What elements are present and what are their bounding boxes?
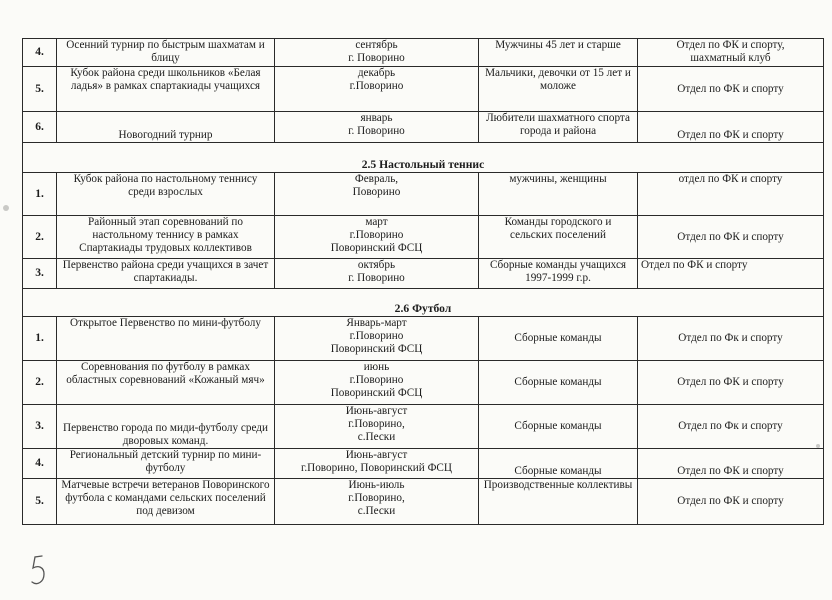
table-row [23, 173, 824, 216]
event-participants: Производственные коллективы [479, 479, 638, 525]
event-date-place: октябрь г. Поворино [275, 259, 479, 289]
event-date-place: Июнь-август г.Поворино, с.Пески [275, 405, 479, 449]
row-number: 3. [23, 259, 57, 289]
event-participants: Сборные команды [479, 361, 638, 405]
row-number: 5. [23, 479, 57, 525]
event-date-place: Январь-март г.Поворино Поворинский ФСЦ [275, 317, 479, 361]
event-name: Региональный детский турнир по мини-футболу [57, 449, 275, 479]
event-name: Кубок района по настольному теннису среди взрослых [57, 173, 275, 216]
event-date-place: июнь г.Поворино Поворинский ФСЦ [275, 361, 479, 405]
table-row [23, 317, 824, 361]
event-date-place: Февраль, Поворино [275, 173, 479, 216]
event-organizer: Отдел по ФК и спорту, шахматный клуб [638, 39, 824, 67]
scan-speck [3, 205, 9, 211]
row-number: 2. [23, 361, 57, 405]
event-organizer: Отдел по Фк и спорту [638, 317, 824, 361]
section-row [23, 289, 824, 317]
row-number: 4. [23, 39, 57, 67]
event-participants: Сборные команды [479, 449, 638, 479]
row-number: 1. [23, 317, 57, 361]
row-number: 1. [23, 173, 57, 216]
event-name: Матчевые встречи ветеранов Поворинского футбола с командами сельских поселений под девизом [57, 479, 275, 525]
section-heading: 2.6 Футбол [23, 289, 824, 317]
row-number: 2. [23, 216, 57, 259]
event-organizer: Отдел по ФК и спорту [638, 449, 824, 479]
row-number: 5. [23, 67, 57, 112]
event-organizer: Отдел по ФК и спорту [638, 67, 824, 112]
table-row [23, 361, 824, 405]
event-date-place: сентябрь г. Поворино [275, 39, 479, 67]
table-row [23, 405, 824, 449]
table-row [23, 39, 824, 67]
section-row [23, 143, 824, 173]
event-name: Осенний турнир по быстрым шахматам и блицу [57, 39, 275, 67]
event-date-place: Июнь-август г.Поворино, Поворинский ФСЦ [275, 449, 479, 479]
table-row [23, 67, 824, 112]
event-date-place: январь г. Поворино [275, 112, 479, 143]
event-organizer: Отдел по ФК и спорту [638, 361, 824, 405]
row-number: 6. [23, 112, 57, 143]
event-organizer: Отдел по ФК и спорту [638, 479, 824, 525]
handwritten-page-number [28, 552, 52, 592]
row-number: 3. [23, 405, 57, 449]
event-participants: Сборные команды учащихся 1997-1999 г.р. [479, 259, 638, 289]
event-name: Новогодний турнир [57, 112, 275, 143]
event-organizer: Отдел по ФК и спорту [638, 259, 824, 289]
event-organizer: Отдел по Фк и спорту [638, 405, 824, 449]
scan-speck [816, 444, 820, 448]
table-row [23, 479, 824, 525]
event-name: Кубок района среди школьников «Белая ладья» в рамках спартакиады учащихся [57, 67, 275, 112]
event-name: Районный этап соревнований по настольному теннису в рамках Спартакиады трудовых коллективов [57, 216, 275, 259]
event-participants: мужчины, женщины [479, 173, 638, 216]
event-participants: Мальчики, девочки от 15 лет и моложе [479, 67, 638, 112]
event-date-place: декабрь г.Поворино [275, 67, 479, 112]
event-organizer: Отдел по ФК и спорту [638, 112, 824, 143]
event-participants: Сборные команды [479, 405, 638, 449]
event-date-place: Июнь-июль г.Поворино, с.Пески [275, 479, 479, 525]
event-organizer: Отдел по ФК и спорту [638, 216, 824, 259]
event-name: Соревнования по футболу в рамках областных соревнований «Кожаный мяч» [57, 361, 275, 405]
section-heading: 2.5 Настольный теннис [23, 143, 824, 173]
table-row [23, 112, 824, 143]
event-date-place: март г.Поворино Поворинский ФСЦ [275, 216, 479, 259]
table-row [23, 259, 824, 289]
table-row [23, 449, 824, 479]
row-number: 4. [23, 449, 57, 479]
event-participants: Любители шахматного спорта города и района [479, 112, 638, 143]
event-participants: Мужчины 45 лет и старше [479, 39, 638, 67]
event-name: Открытое Первенство по мини-футболу [57, 317, 275, 361]
table-row [23, 216, 824, 259]
event-participants: Сборные команды [479, 317, 638, 361]
event-organizer: отдел по ФК и спорту [638, 173, 824, 216]
event-participants: Команды городского и сельских поселений [479, 216, 638, 259]
event-name: Первенство района среди учащихся в зачет спартакиады. [57, 259, 275, 289]
events-table [22, 38, 824, 525]
event-name: Первенство города по миди-футболу среди дворовых команд. [57, 405, 275, 449]
